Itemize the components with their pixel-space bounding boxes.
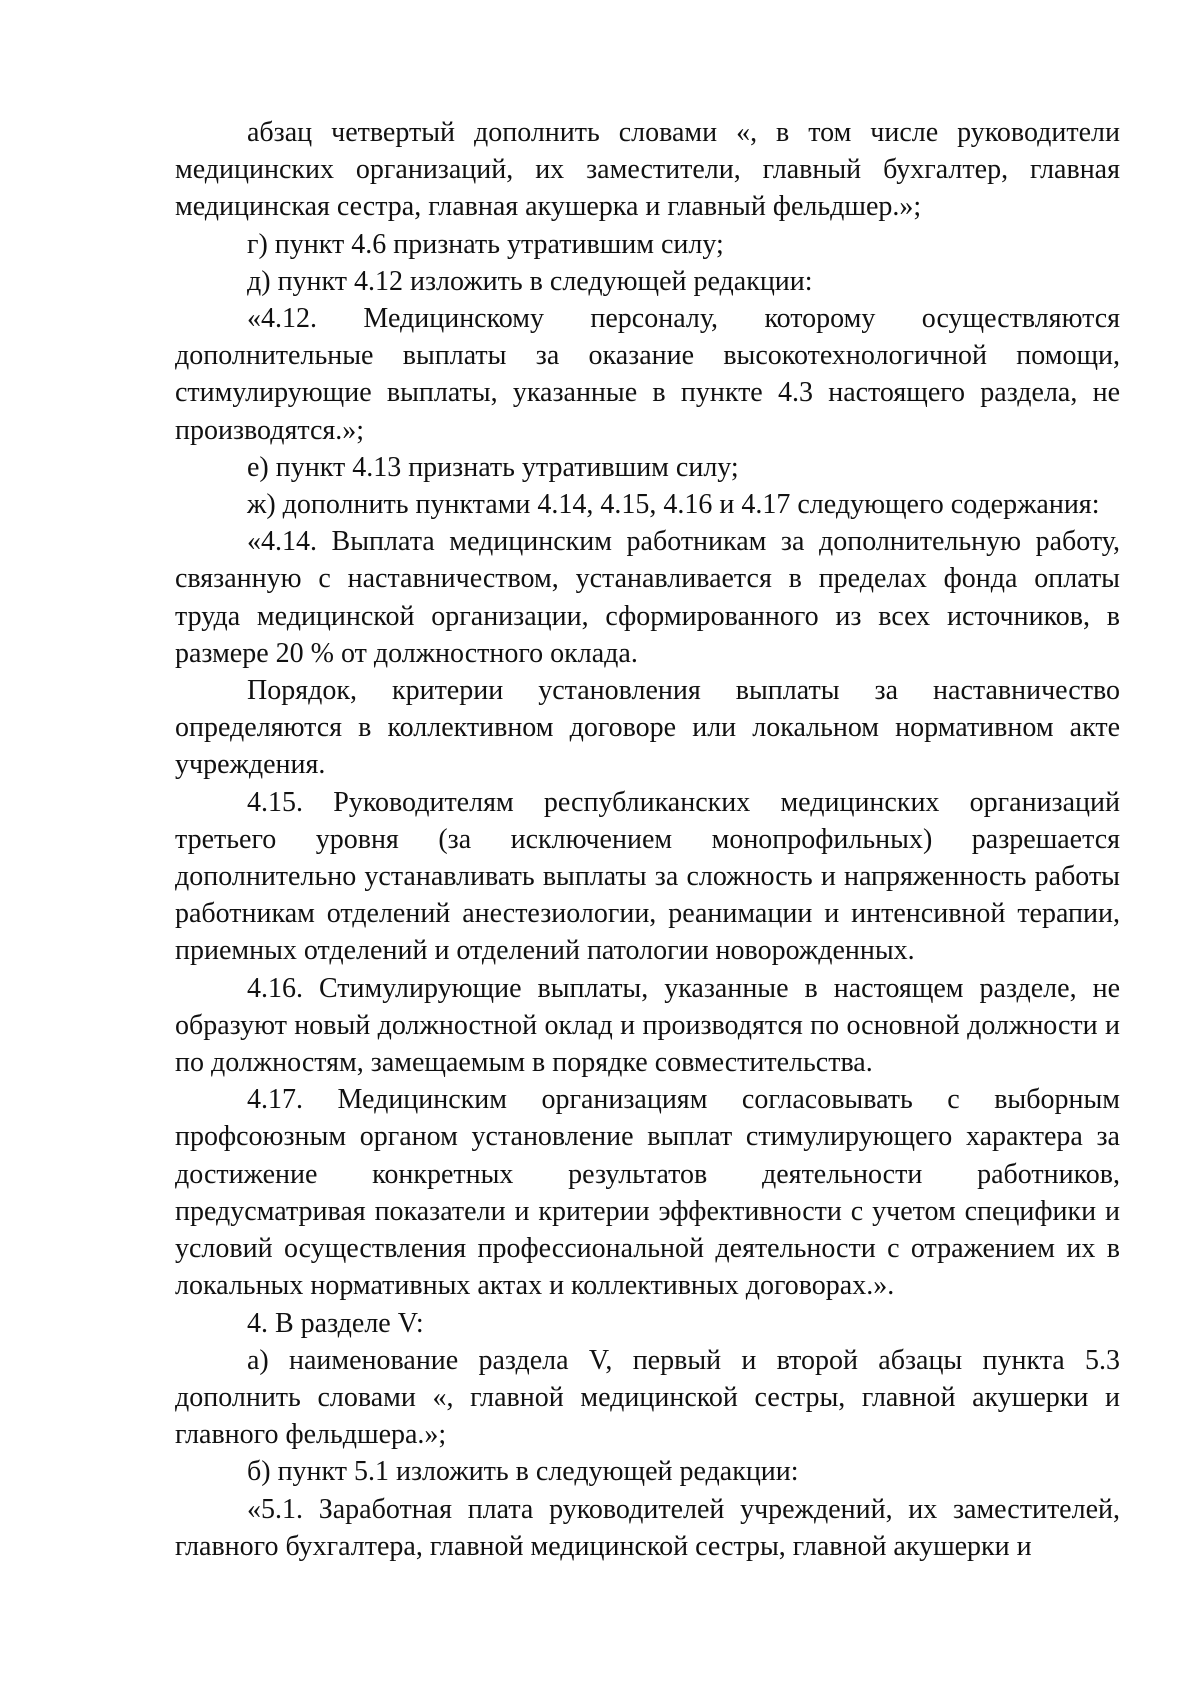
paragraph-a-naimenovanie: а) наименование раздела V, первый и второй абзацы пункта 5.3 дополнить словами «, главной медицинской сестры, главной акушерки и главного фельдшера.»; [175,1344,1120,1451]
paragraph-g-punkt-4-6: г) пункт 4.6 признать утратившим силу; [247,228,724,260]
paragraph-razdel-v: 4. В разделе V: [247,1307,424,1339]
paragraph-4-14-text: «4.14. Выплата медицинским работникам за дополнительную работу, связанную с наставничеством, устанавливается в пределах фонда оплаты труда медицинской организации, сформированного из всех источников, в размере 20 % от должностного оклада. [175,526,1120,669]
paragraph-abzats-chetvertyi: абзац четвертый дополнить словами «, в том числе руководители медицинских организаций, их заместители, главный бухгалтер, главная медицинская сестра, главная акушерка и главный фельдшер.»; [175,117,1120,223]
paragraph-zh-dopolnit: ж) дополнить пунктами 4.14, 4.15, 4.16 и 4.17 следующего содержания: [247,489,1100,521]
paragraph-b-punkt-5-1: б) пункт 5.1 изложить в следующей редакции: [247,1456,799,1488]
paragraph-4-15-text: 4.15. Руководителям республиканских медицинских организаций третьего уровня (за исключением монопрофильных) разрешается дополнительно устанавливать выплаты за сложность и напряженность работы работникам отделений анестезиологии, реанимации и интенсивной терапии, приемных отделений и отделений патологии новорожденных. [175,786,1120,967]
paragraph-e-punkt-4-13: е) пункт 4.13 признать утратившим силу; [247,451,739,483]
paragraph-4-16-text: 4.16. Стимулирующие выплаты, указанные в настоящем разделе, не образуют новый должностной оклад и производятся по основной должности и по должностям, замещаемым в порядке совместительства. [175,972,1120,1079]
paragraph-poryadok: Порядок, критерии установления выплаты за наставничество определяются в коллективном договоре или локальном нормативном акте учреждения. [175,675,1120,781]
paragraph-d-punkt-4-12: д) пункт 4.12 изложить в следующей редакции: [247,265,813,297]
paragraph-5-1-text: «5.1. Заработная плата руководителей учреждений, их заместителей, главного бухгалтера, главной медицинской сестры, главной акушерки и [175,1493,1120,1562]
paragraph-4-12-text: «4.12. Медицинскому персоналу, которому осуществляются дополнительные выплаты за оказание высокотехнологичной помощи, стимулирующие выплаты, указанные в пункте 4.3 настоящего раздела, не производятся.»; [175,303,1120,446]
paragraph-4-17-text: 4.17. Медицинским организациям согласовывать с выборным профсоюзным органом установление выплат стимулирующего характера за достижение конкретных результатов деятельности работников, предусматривая показатели и критерии эффективности с учетом специфики и условий осуществления профессиональной деятельности с отражением их в локальных нормативных актах и коллективных договорах.». [175,1084,1120,1302]
document-body [175,114,1120,1565]
